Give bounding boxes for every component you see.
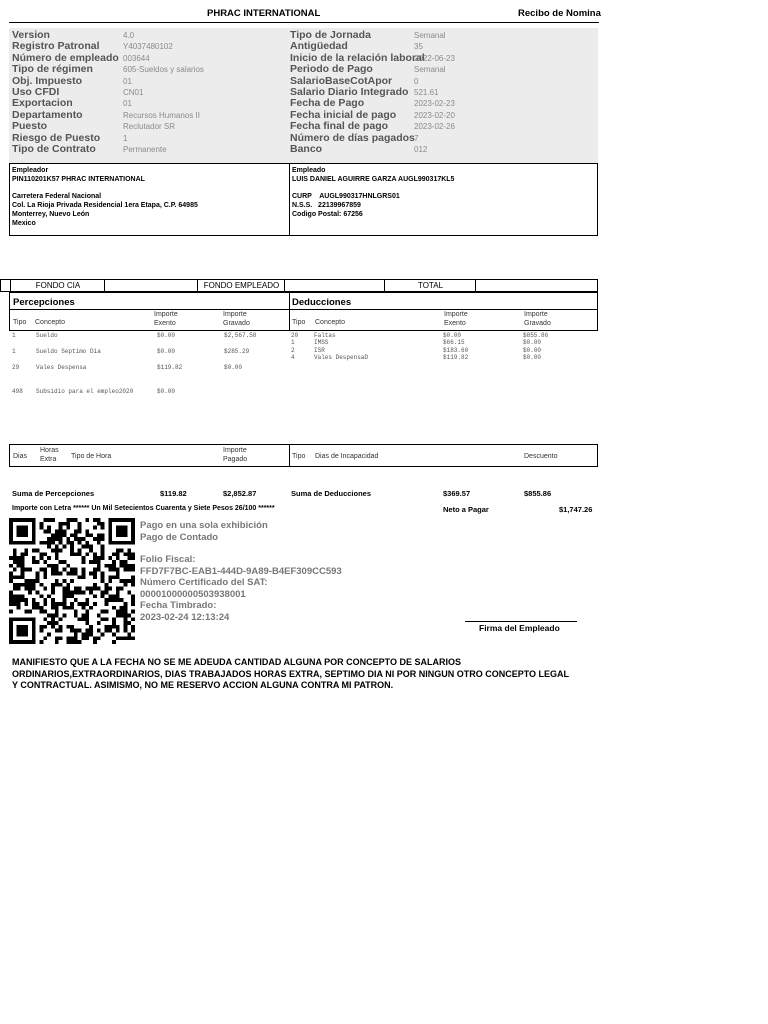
folio-fiscal: FFD7F7BC-EAB1-444D-9A89-B4EF309CC593 [140,565,342,577]
info-value: 2023-02-23 [414,99,455,109]
fondo-empleado-value [284,280,385,291]
info-value: 2022-06-23 [414,53,455,63]
employee-name: LUIS DANIEL AGUIRRE GARZA AUGL990317KL5 [292,175,455,183]
info-label: Número de empleado [12,51,119,64]
incapacidad-table [9,444,598,467]
neto-a-pagar-value: $1,747.26 [559,505,593,514]
cell-concepto: Sueldo Septimo Dia [36,348,101,355]
cell-concepto: IMSS [314,339,329,346]
qr-code [9,518,135,644]
suma-percepciones-exento: $119.82 [160,489,187,498]
cell-tipo: 1 [12,348,16,355]
cell-gravado: $855.86 [523,332,549,339]
employer-address-line: Carretera Federal Nacional [12,193,102,201]
suma-percepciones-label: Suma de Percepciones [12,489,95,498]
info-label: Riesgo de Puesto [12,131,101,144]
cell-exento: $0.00 [157,388,176,395]
info-label: Tipo de Contrato [12,143,96,155]
total-label: TOTAL [384,280,476,291]
cell-tipo: 1 [12,332,16,339]
cell-tipo: 1 [291,339,295,346]
cell-gravado: $2,567.58 [224,332,257,339]
cell-gravado: $0.00 [224,364,243,371]
employee-nss: N.S.S. 22139967859 [292,202,361,210]
employer-name: PIN110201K57 PHRAC INTERNATIONAL [12,175,145,183]
info-value: 1 [123,133,128,143]
cell-concepto: Sueldo [36,332,58,339]
cert-sat-label: Número Certificado del SAT: [140,577,268,588]
info-label: Fecha de Pago [290,97,365,110]
folio-fiscal-label: Folio Fiscal: [140,554,196,565]
info-label: Puesto [12,120,48,133]
info-value: 2023-02-26 [414,122,455,132]
cell-tipo: 498 [12,388,23,395]
info-label: Uso CFDI [12,86,60,98]
info-value: 003644 [123,53,150,63]
col-tipo-hora: Tipo de Hora [71,453,112,460]
info-value: 01 [123,99,132,109]
cell-gravado: $0.00 [523,354,542,361]
suma-deducciones-label: Suma de Deducciones [291,489,372,498]
perc-col-concepto: Concepto [35,319,65,326]
percepciones-title: Percepciones [13,297,75,308]
suma-deducciones-exento: $369.57 [443,489,471,498]
info-label: Fecha final de pago [290,120,389,133]
employer-block [12,167,198,229]
employer-title: Empleador [12,167,49,174]
info-label: Salario Diario Integrado [290,86,409,98]
suma-percepciones-gravado: $2,852.87 [223,489,257,498]
col-dias-incapacidad: Dias de Incapacidad [315,453,379,460]
col-dias: Dias [13,453,28,460]
employee-postal-code: Codigo Postal: 67256 [292,210,363,218]
cell-gravado: $0.00 [523,347,542,354]
fondo-empleado-label: FONDO EMPLEADO [197,280,285,291]
header-divider [9,22,599,23]
info-label: Tipo de Jornada [290,29,371,41]
info-label: Version [12,29,50,41]
cell-exento: $0.00 [157,332,176,339]
info-value: Reclutador SR [123,122,176,132]
table-divider [289,445,290,466]
col-importe-pagado: Importe Pagado [223,447,248,463]
info-value: Semanal [414,31,446,40]
employer-address-line: Mexico [12,219,36,227]
fecha-timbrado: 2023-02-24 12:13:24 [140,611,230,623]
cell-tipo: 2 [291,347,295,354]
info-label: Número de días pagados [290,131,415,144]
cell-gravado: $0.00 [523,339,542,346]
info-label: Inicio de la relación laboral [290,51,425,64]
col-descuento: Descuento [524,453,558,460]
info-value: 521.61 [414,88,439,97]
ded-col-exento: Importe Exento [444,311,468,327]
info-value: CN01 [123,88,144,97]
employee-block [292,167,454,220]
cell-concepto: ISR [314,347,325,354]
fondo-cia-value [104,280,198,291]
info-value: 2023-02-20 [414,110,455,120]
info-value: Recursos Humanos II [123,110,200,120]
suma-deducciones-gravado: $855.86 [524,489,552,498]
parties-divider [289,164,290,235]
perc-col-exento: Importe Exento [154,311,178,327]
employer-address-line: Monterrey, Nuevo León [12,210,90,218]
info-label: Banco [290,143,323,155]
cell-concepto: Faltas [314,332,336,339]
fondo-bar [0,279,598,292]
info-label: Antigüedad [290,40,348,53]
employer-address-line: Col. La Rioja Privada Residencial 1era Etapa, C.P. 64985 [12,202,198,210]
cell-exento: $66.15 [443,339,465,346]
info-value: 4.0 [123,31,135,40]
cell-concepto: Subsidio para el empleo2020 [36,388,134,395]
info-value: Semanal [414,65,446,75]
cell-tipo: 4 [291,354,295,361]
perc-col-tipo: Tipo [13,319,27,326]
payment-form: Pago de Contado [140,531,219,543]
table-divider [289,293,290,330]
info-value: 605-Sueldos y salarios [123,65,204,75]
perc-col-gravado: Importe Gravado [223,311,250,327]
cell-tipo: 20 [291,332,299,339]
info-value: 7 [414,133,419,143]
employee-curp: CURP AUGL990317HNLGRS01 [292,193,400,201]
employee-title: Empleado [292,167,326,174]
payment-method: Pago en una sola exhibición [140,520,268,531]
info-value: 35 [414,42,423,52]
cell-exento: $0.00 [157,348,176,355]
ded-col-concepto: Concepto [315,319,345,326]
info-label: Exportacion [12,97,73,110]
cell-exento: $0.00 [443,332,462,339]
info-label: Fecha inicial de pago [290,108,397,121]
cell-exento: $119.82 [443,354,469,361]
neto-a-pagar-label: Neto a Pagar [443,505,489,514]
conceptos-table [9,292,598,331]
signature-label: Firma del Empleado [479,623,560,633]
cell-exento: $183.60 [443,347,469,354]
col-tipo-incapacidad: Tipo [292,453,306,460]
document-type: Recibo de Nomina [518,8,601,19]
signature-line [465,621,577,622]
info-value: 012 [414,145,428,154]
cell-gravado: $285.29 [224,348,250,355]
fecha-timbrado-label: Fecha Timbrado: [140,600,217,611]
info-label: SalarioBaseCotApor [290,74,393,87]
col-horas-extra: Horas Extra [40,447,59,463]
cert-sat: 00001000000503938001 [140,588,246,600]
table-header-rule [10,309,597,310]
info-value: Permanente [123,145,167,154]
manifest-statement: MANIFIESTO QUE A LA FECHA NO SE ME ADEUDA CANTIDAD ALGUNA POR CONCEPTO DE SALARIOS ORDINARIOS,EXTRAORDINARIOS, DIAS TRABAJADOS HORAS EXTRA, SEPTIMO DIA NI POR NINGUN OTRO CONCEPTO LEGAL Y CONTRACTUAL. ASIMISMO, NO ME RESERVO ACCION ALGUNA CONTRA MI PATRON. [12,657,569,691]
info-value: 0 [414,76,419,86]
fondo-cia-label: FONDO CIA [10,280,105,291]
cell-tipo: 29 [12,364,20,371]
info-label: Registro Patronal [12,40,100,53]
importe-con-letra: Importe con Letra ****** Un Mil Setecientos Cuarenta y Siete Pesos 26/100 ****** [12,505,275,512]
info-panel [9,28,598,163]
ded-col-tipo: Tipo [292,319,306,326]
info-label: Periodo de Pago [290,63,373,76]
info-label: Departamento [12,108,83,121]
company-title: PHRAC INTERNATIONAL [207,8,321,19]
info-value: 01 [123,76,132,86]
deducciones-title: Deducciones [292,297,352,308]
cell-exento: $119.82 [157,364,183,371]
cell-concepto: Vales Despensa [36,364,87,371]
info-label: Tipo de régimen [12,63,93,76]
info-value: Y4037480102 [123,42,173,52]
info-label: Obj. Impuesto [12,74,83,87]
total-value [475,280,598,291]
ded-col-gravado: Importe Gravado [524,311,551,327]
cell-concepto: Vales DespensaD [314,354,369,361]
parties-box [9,163,598,236]
